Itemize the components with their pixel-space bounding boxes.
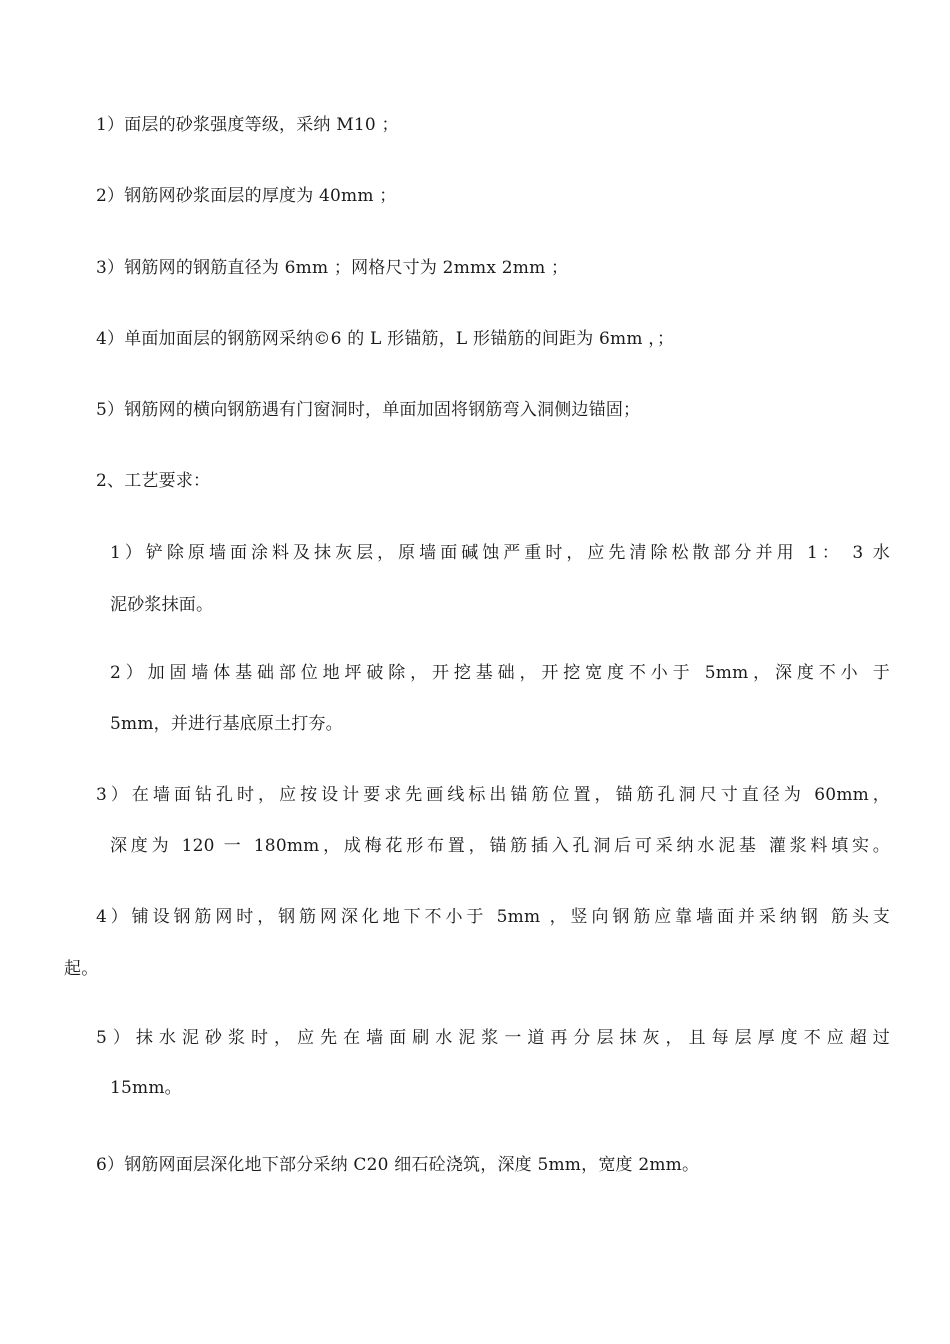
requirement-line-2: 2）钢筋网砂浆面层的厚度为 40mm ； [96,186,397,206]
requirement-line-1: 1）面层的砂浆强度等级，采纳 M10 ； [96,115,399,135]
process-step-4: 4）铺设钢筋网时，钢筋网深化地下不小于 5mm ，竖向钢筋应靠墙面并采纳钢 筋头支 [96,907,890,927]
process-step-1: 1）铲除原墙面涂料及抹灰层，原墙面碱蚀严重时，应先清除松散部分并用 1： 3 水 [110,543,890,563]
process-step-4-cont: 起。 [64,959,99,979]
process-step-5: 5）抹水泥砂浆时，应先在墙面刷水泥浆一道再分层抹灰，且每层厚度不应超过 [96,1028,890,1048]
process-step-1-cont: 泥砂浆抹面。 [110,595,214,615]
process-step-2: 2）加固墙体基础部位地坪破除，开挖基础，开挖宽度不小于 5mm，深度不小 于 [110,663,890,683]
requirement-line-4: 4）单面加面层的钢筋网采纳©6 的 L 形锚筋，L 形锚筋的间距为 6mm ，； [96,329,675,349]
requirement-line-5: 5）钢筋网的横向钢筋遇有门窗洞时，单面加固将钢筋弯入洞侧边锚固； [96,400,641,420]
requirement-line-3: 3）钢筋网的钢筋直径为 6mm ；网格尺寸为 2mmx 2mm ； [96,258,569,278]
section-heading: 2、工艺要求： [96,471,211,491]
process-step-3-cont: 深度为 120 一 180mm，成梅花形布置，锚筋插入孔洞后可采纳水泥基 灌浆料填实。 [110,836,890,856]
process-step-2-cont: 5mm，并进行基底原土打夯。 [110,714,343,734]
process-step-3: 3）在墙面钻孔时，应按设计要求先画线标出锚筋位置，锚筋孔洞尺寸直径为 60mm， [96,785,890,805]
process-step-6: 6）钢筋网面层深化地下部分采纳 C20 细石砼浇筑，深度 5mm，宽度 2mm。 [96,1155,700,1175]
process-step-5-cont: 15mm。 [110,1078,182,1098]
